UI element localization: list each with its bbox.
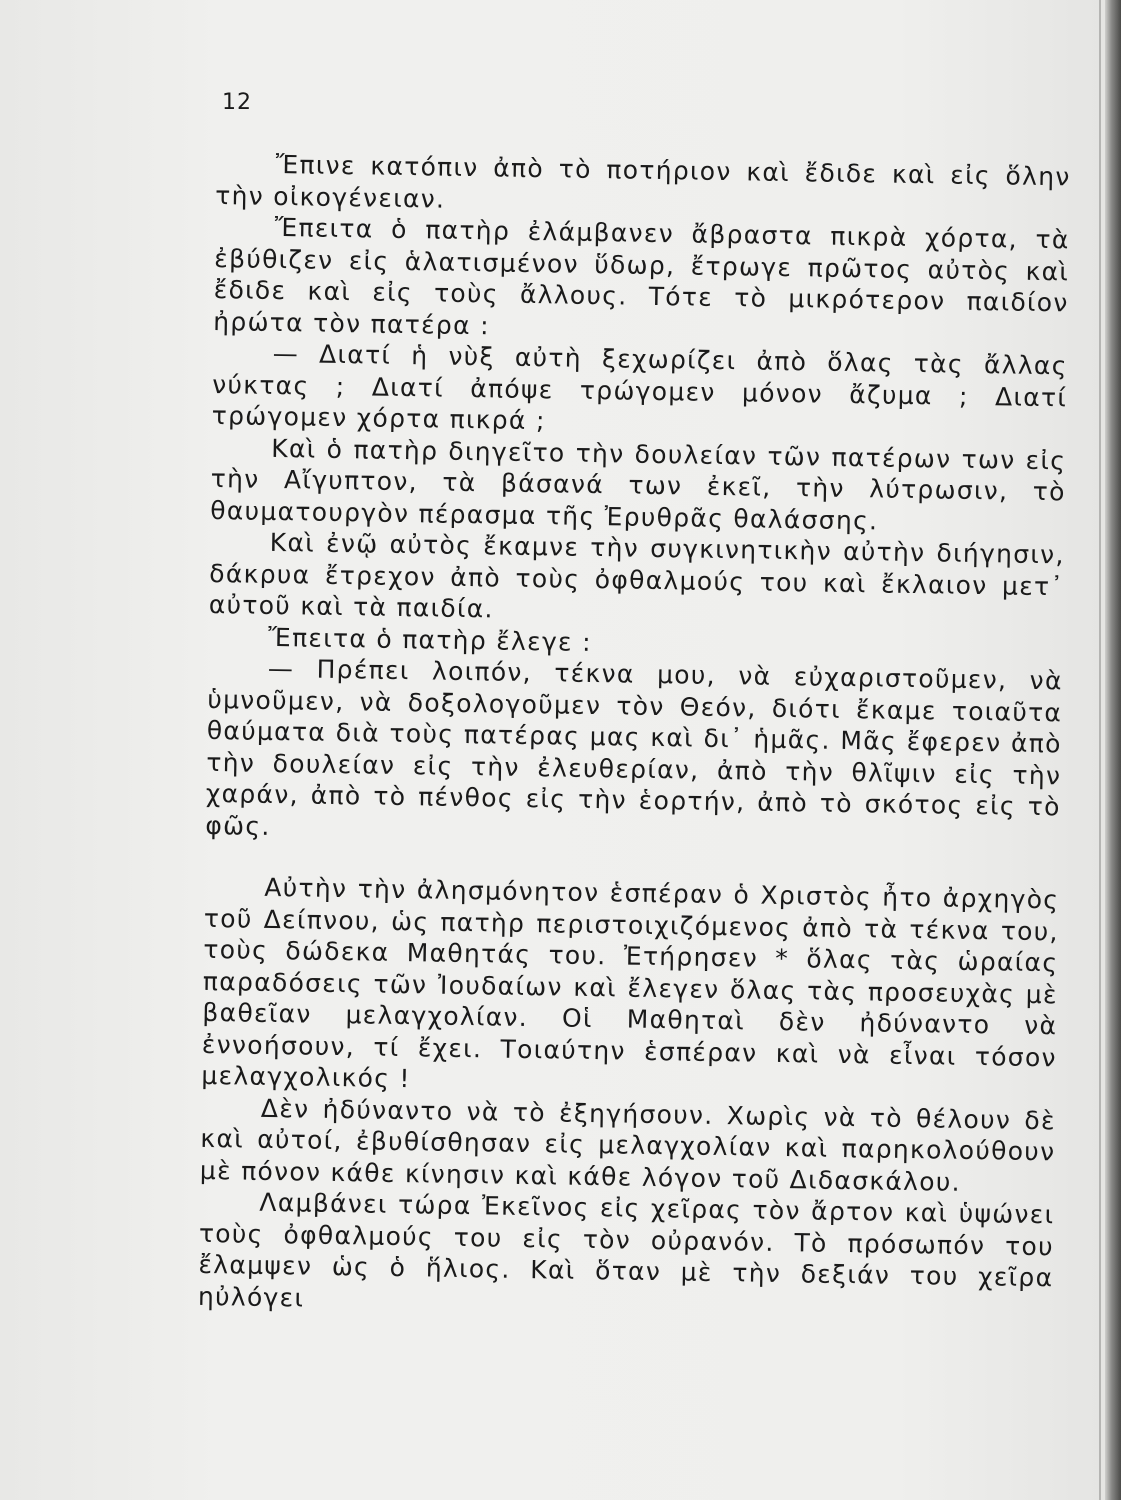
paragraph: Λαμβάνει τώρα Ἐκεῖνος εἰς χεῖρας τὸν ἄρτον καὶ ὑψώνει τοὺς ὀφθαλμούς του εἰς τὸν οὐρανόν. Τὸ πρόσωπόν του ἔλαμψεν ὡς ὁ ἥλιος. Καὶ ὅταν μὲ τὴν δεξιάν του χεῖρα ηὐλόγει bbox=[197, 1187, 1055, 1313]
paragraph: Ἔπινε κατόπιν ἀπὸ τὸ ποτήριον καὶ ἔδιδε καὶ εἰς ὅλην τὴν οἰκογένειαν. bbox=[215, 149, 1071, 214]
body-text bbox=[198, 148, 1071, 1325]
paragraph: Ἔπειτα ὁ πατὴρ ἔλεγε : bbox=[268, 622, 593, 657]
paragraph: Αὐτὴν τὴν ἀλησμόνητον ἑσπέραν ὁ Χριστὸς ἦτο ἀρχηγὸς τοῦ Δείπνου, ὡς πατὴρ περιστοιχιζόμενος ἀπὸ τὰ τέκνα του, τοὺς δώδεκα Μαθητάς του. Ἐτήρησεν * ὅλας τὰς ὡραίας παραδόσεις τῶν Ἰουδαίων καὶ ἔλεγεν ὅλας τὰς προσευχὰς μὲ βαθεῖαν μελαγχολίαν. Οἱ Μαθηταὶ δὲν ἠδύναντο νὰ ἐννοήσουν, τί ἔχει. Τοιαύτην ἑσπέραν καὶ νὰ εἶναι τόσον μελαγχολικός ! bbox=[201, 872, 1060, 1094]
dialogue-paragraph: — Διατί ἡ νὺξ αὐτὴ ξεχωρίζει ἀπὸ ὅλας τὰς ἄλλας νύκτας ; Διατί ἀπόψε τρώγομεν μόνον ἄζυμα ; Διατί τρώγομεν χόρτα πικρά ; bbox=[211, 338, 1068, 436]
dialogue-paragraph: — Πρέπει λοιπόν, τέκνα μου, νὰ εὐχαριστοῦμεν, νὰ ὑμνοῦμεν, νὰ δοξολογοῦμεν τὸν Θεόν, διότι ἔκαμε τοιαῦτα θαύματα διὰ τοὺς πατέρας μας καὶ δι᾽ ἡμᾶς. Μᾶς ἔφερεν ἀπὸ τὴν δουλείαν εἰς τὴν ἐλευθερίαν, ἀπὸ τὴν θλῖψιν εἰς τὴν χαράν, ἀπὸ τὸ πένθος εἰς τὴν ἑορτήν, ἀπὸ τὸ σκότος εἰς τὸ φῶς. bbox=[205, 653, 1063, 841]
paragraph: Καὶ ἐνῷ αὐτὸς ἔκαμνε τὴν συγκινητικὴν αὐτὴν διήγησιν, δάκρυα ἔτρεχον ἀπὸ τοὺς ὀφθαλμούς του καὶ ἔκλαιον μετ᾽ αὐτοῦ καὶ τὰ παιδία. bbox=[208, 527, 1065, 624]
paragraph: Ἔπειτα ὁ πατὴρ ἐλάμβανεν ἄβραστα πικρὰ χόρτα, τὰ ἐβύθιζεν εἰς ἁλατισμένον ὕδωρ, ἔτρωγε πρῶτος αὐτὸς καὶ ἔδιδε καὶ εἰς τοὺς ἄλλους. Τότε τὸ μικρότερον παιδίον ἠρώτα τὸν πατέρα : bbox=[213, 212, 1070, 340]
page-number: 12 bbox=[222, 90, 252, 115]
paragraph: Δὲν ἠδύναντο νὰ τὸ ἐξηγήσουν. Χωρὶς νὰ τὸ θέλουν δὲ καὶ αὐτοί, ἐβυθίσθησαν εἰς μελαγχολίαν καὶ παρηκολούθουν μὲ πόνον κάθε κίνησιν καὶ κάθε λόγον τοῦ Διδασκάλου. bbox=[199, 1093, 1057, 1197]
paragraph: Καὶ ὁ πατὴρ διηγεῖτο τὴν δουλείαν τῶν πατέρων των εἰς τὴν Αἴγυπτον, τὰ βάσανά των ἐκεῖ, τὴν λύτρωσιν, τὸ θαυματουργὸν πέρασμα τῆς Ἐρυθρᾶς θαλάσσης. bbox=[210, 433, 1067, 535]
binding-line bbox=[1099, 0, 1101, 1500]
binding-edge bbox=[1105, 0, 1121, 1500]
